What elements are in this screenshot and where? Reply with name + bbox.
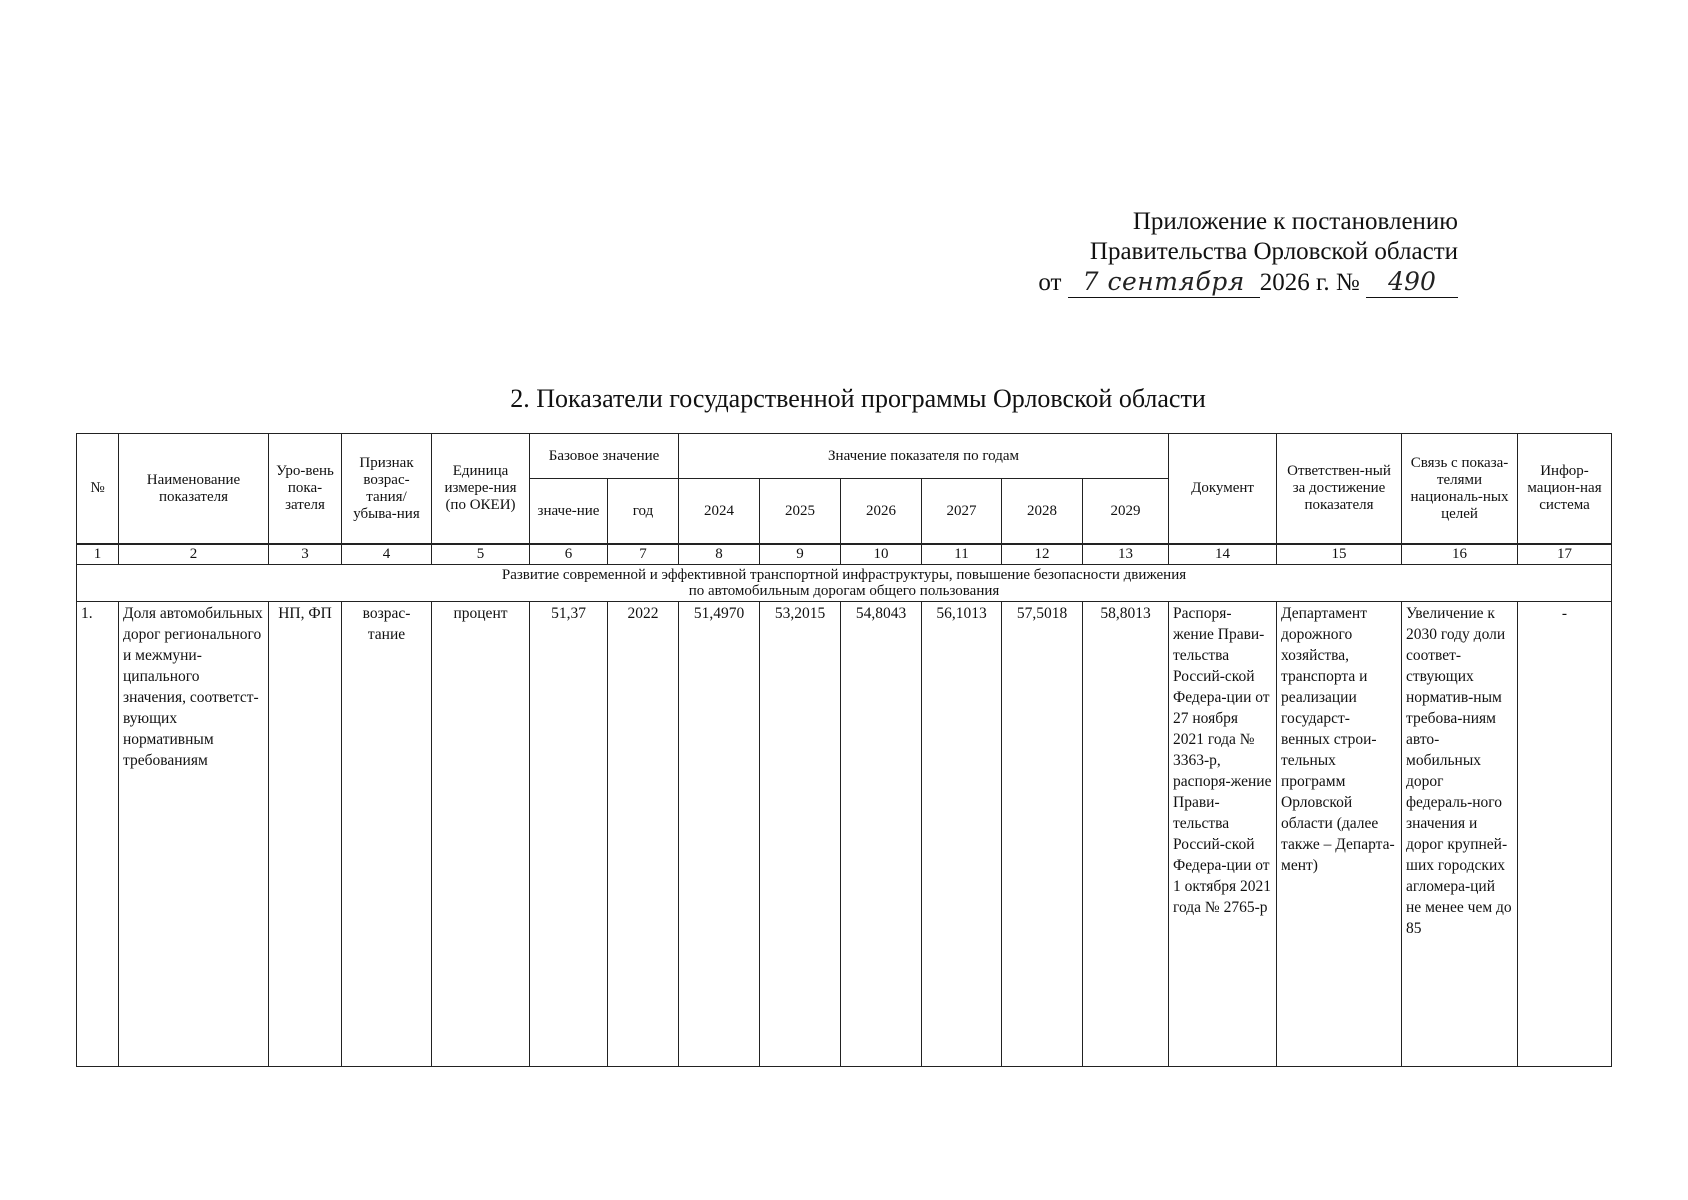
cell-name: Доля автомобильных дорог регионального и межмуни-ципального значения, соответст-вующих нормативным требованиям [119,602,269,1067]
column-number: 5 [432,544,530,565]
appendix-line-2: Правительства Орловской области [1089,238,1458,265]
column-number: 8 [679,544,760,565]
table-row [77,602,1612,1067]
cell-value-2028: 57,5018 [1002,602,1083,1067]
cell-value-2026: 54,8043 [841,602,922,1067]
column-number: 16 [1402,544,1518,565]
column-number: 7 [608,544,679,565]
header-link: Связь с показа-телями националь-ных целей [1402,434,1518,545]
appendix-block [1038,207,1458,298]
header-by-years: Значение показателя по годам [679,434,1169,479]
section-title-line-1: Развитие современной и эффективной транспортной инфраструктуры, повышение безопасности движения [501,567,1187,583]
cell-base-year: 2022 [608,602,679,1067]
header-unit: Единица измере-ния (по ОКЕИ) [432,434,530,545]
cell-document: Распоря-жение Прави-тельства Россий-ской Федера-ции от 27 ноября 2021 года № 3363-р, распоря-жение Прави-тельства Россий-ской Федера-ции от 1 октября 2021 года № 2765-р [1169,602,1277,1067]
header-base-year: год [608,479,679,545]
column-number: 3 [269,544,342,565]
cell-value-2027: 56,1013 [922,602,1002,1067]
header-no: № [77,434,119,545]
cell-base-value: 51,37 [530,602,608,1067]
cell-info-system: - [1518,602,1612,1067]
column-number: 10 [841,544,922,565]
appendix-line-1: Приложение к постановлению [1132,208,1458,235]
header-name: Наименование показателя [119,434,269,545]
handwritten-date: 7 сентября [1068,267,1260,298]
header-row-1 [77,434,1612,479]
header-base-value: значе-ние [530,479,608,545]
indicators-table [76,433,1612,1067]
cell-value-2024: 51,4970 [679,602,760,1067]
header-responsible: Ответствен-ный за достижение показателя [1277,434,1402,545]
header-year-2025: 2025 [760,479,841,545]
document-title: 2. Показатели государственной программы Орловской области [510,384,1206,413]
cell-responsible: Департамент дорожного хозяйства, транспорта и реализации государст-венных строи-тельных программ Орловской области (далее также – Департа-мент) [1277,602,1402,1067]
column-number: 15 [1277,544,1402,565]
column-number: 17 [1518,544,1612,565]
header-level: Уро-вень пока-зателя [269,434,342,545]
column-number: 13 [1083,544,1169,565]
section-title-line-2: по автомобильным дорогам общего пользования [688,583,1000,599]
column-number: 2 [119,544,269,565]
header-year-2024: 2024 [679,479,760,545]
year-label: 2026 г. № [1259,269,1360,296]
header-year-2027: 2027 [922,479,1002,545]
cell-value-2025: 53,2015 [760,602,841,1067]
appendix-line-3 [1038,267,1458,298]
section-row [77,565,1612,602]
cell-no: 1. [77,602,119,1067]
header-year-2026: 2026 [841,479,922,545]
cell-level: НП, ФП [269,602,342,1067]
column-number-row [77,544,1612,565]
header-year-2028: 2028 [1002,479,1083,545]
from-label: от [1038,269,1062,296]
cell-trend: возрас-тание [342,602,432,1067]
cell-link: Увеличение к 2030 году доли соответ-ствующих норматив-ным требова-ниям авто-мобильных дорог федераль-ного значения и дорог крупней-ших городских агломера-ций не менее чем до 85 [1402,602,1518,1067]
header-trend: Признак возрас-тания/ убыва-ния [342,434,432,545]
header-document: Документ [1169,434,1277,545]
column-number: 9 [760,544,841,565]
cell-unit: процент [432,602,530,1067]
column-number: 1 [77,544,119,565]
handwritten-number: 490 [1366,267,1458,298]
column-number: 11 [922,544,1002,565]
column-number: 6 [530,544,608,565]
column-number: 4 [342,544,432,565]
header-base: Базовое значение [530,434,679,479]
column-number: 14 [1169,544,1277,565]
header-info-system: Инфор-мацион-ная система [1518,434,1612,545]
cell-value-2029: 58,8013 [1083,602,1169,1067]
section-title [77,565,1612,602]
column-number: 12 [1002,544,1083,565]
header-year-2029: 2029 [1083,479,1169,545]
